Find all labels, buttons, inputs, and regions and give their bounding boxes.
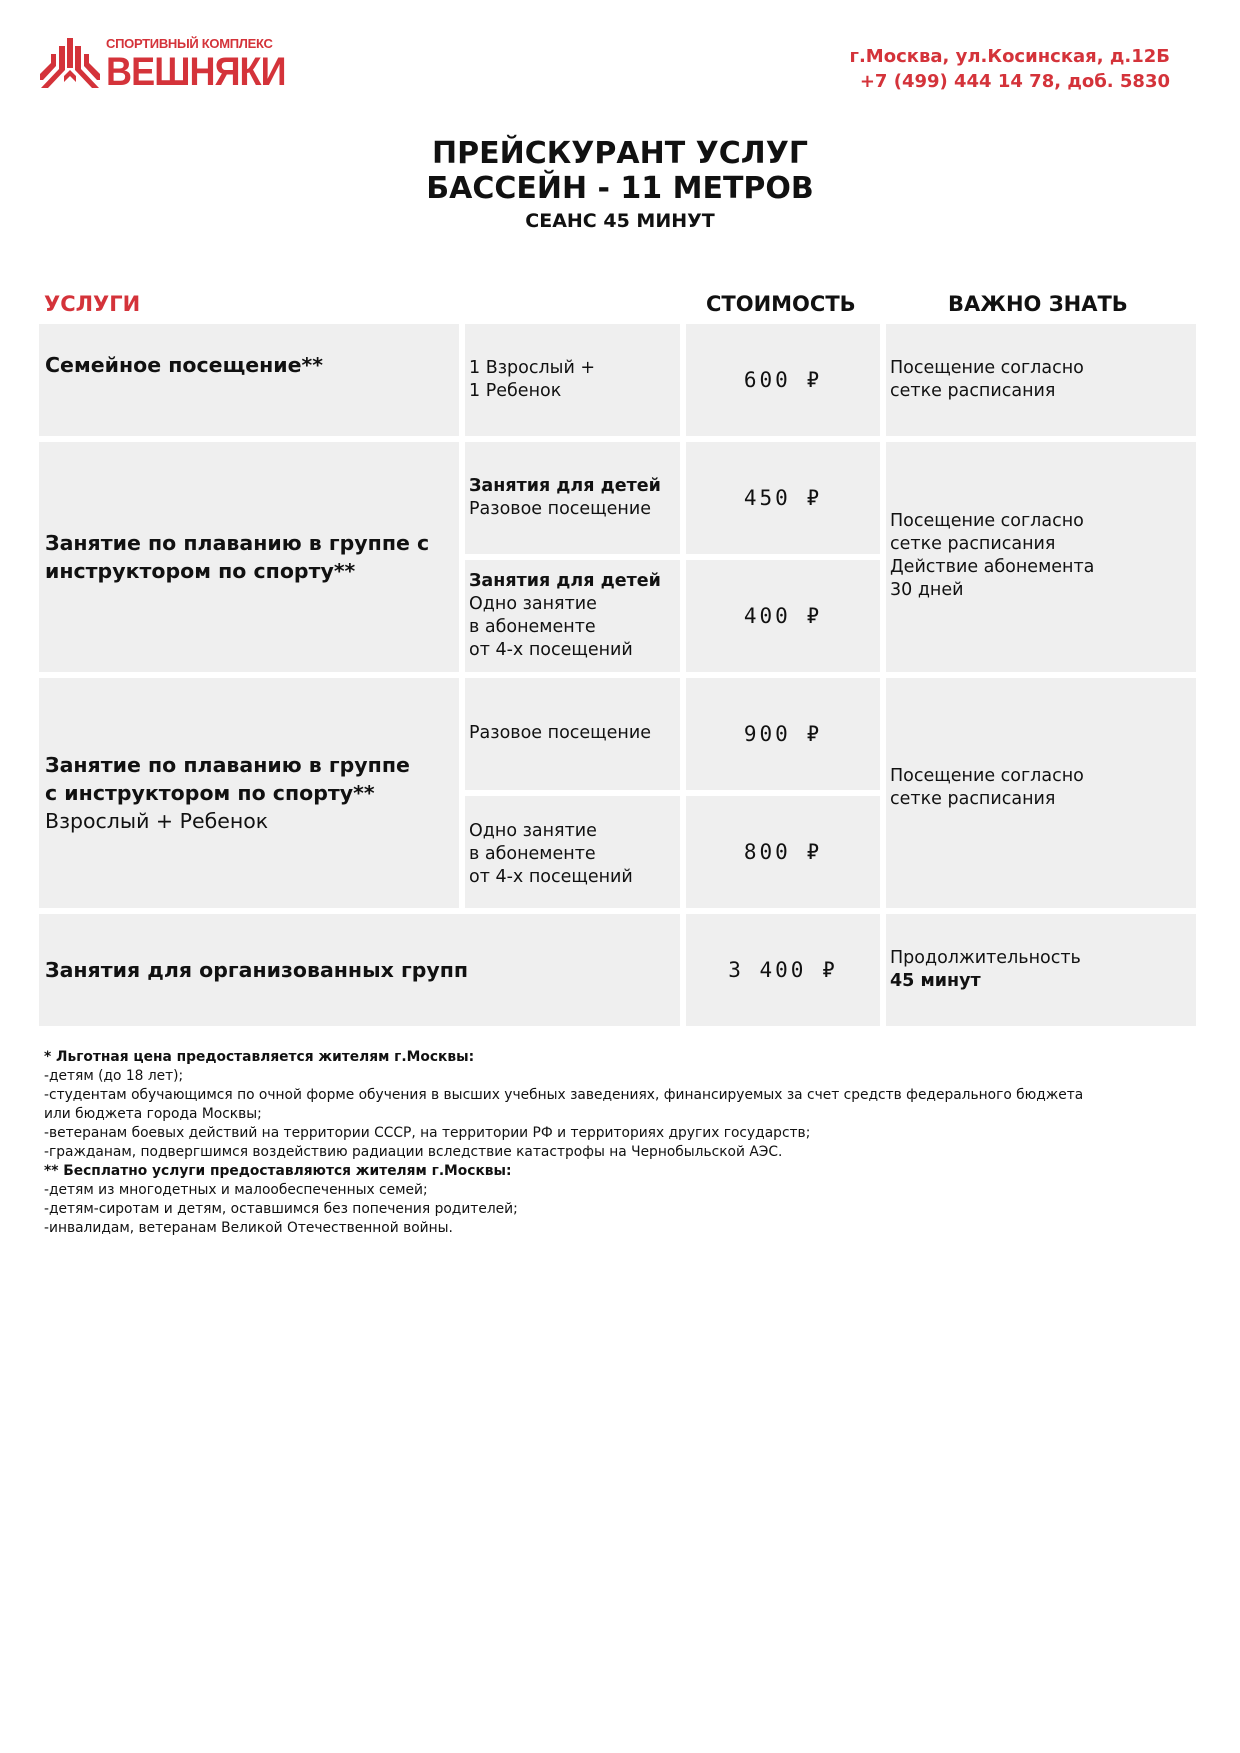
family-price: 600 ₽ — [743, 368, 823, 392]
adult-child-single-desc: Разовое посещение — [469, 723, 652, 743]
footnote-discount-item: или бюджета города Москвы; — [44, 1106, 262, 1122]
organized-title: Занятия для организованных групп — [45, 958, 469, 982]
adult-child-title-line3: Взрослый + Ребенок — [45, 809, 269, 833]
footnotes — [44, 1048, 1204, 1238]
brand-logo — [40, 36, 286, 96]
column-header-cost: СТОИМОСТЬ — [706, 292, 856, 316]
adult-child-sub-price: 800 ₽ — [743, 840, 823, 864]
footnote-free-item: -инвалидам, ветеранам Великой Отечественной войны. — [44, 1220, 453, 1236]
family-detail-line1: 1 Взрослый + — [469, 358, 596, 378]
page-subtitle: СЕАНС 45 МИНУТ — [525, 210, 715, 232]
kids-group-title-cell — [39, 442, 459, 672]
contact-address: г.Москва, ул.Косинская, д.12Б — [849, 46, 1170, 67]
footnote-free-item: -детям из многодетных и малообеспеченных семей; — [44, 1182, 428, 1198]
adult-child-sub-desc-line1: Одно занятие — [469, 821, 597, 841]
contact-phone: +7 (499) 444 14 78, доб. 5830 — [859, 71, 1170, 92]
organized-note-cell — [886, 914, 1196, 1026]
family-detail-line2: 1 Ребенок — [469, 381, 562, 401]
kids-group-title-line1: Занятие по плаванию в группе с — [45, 531, 430, 555]
family-title-cell — [39, 324, 459, 436]
adult-child-title-cell — [39, 678, 459, 908]
kids-sub-desc-line3: от 4-х посещений — [469, 640, 633, 660]
page-title-block — [0, 136, 1240, 234]
organized-note-line2: 45 минут — [890, 971, 981, 991]
brand-name: ВЕШНЯКИ — [106, 50, 286, 94]
kids-group-note-line2: сетке расписания — [890, 534, 1056, 554]
family-note-line1: Посещение согласно — [890, 358, 1084, 378]
adult-child-sub-detail-cell — [465, 796, 680, 908]
contact-block — [850, 44, 1170, 94]
family-price-cell — [686, 324, 880, 436]
kids-single-detail-cell — [465, 442, 680, 554]
organized-note-line1: Продолжительность — [890, 948, 1081, 968]
family-detail-cell — [465, 324, 680, 436]
footnote-discount-item: -ветеранам боевых действий на территории СССР, на территории РФ и территориях других государств; — [44, 1125, 811, 1141]
page-title: ПРЕЙСКУРАНТ УСЛУГ — [432, 136, 808, 171]
page-title-pool: БАССЕЙН - 11 МЕТРОВ — [426, 171, 814, 206]
adult-child-sub-desc-line3: от 4-х посещений — [469, 867, 633, 887]
kids-sub-desc-line2: в абонементе — [469, 617, 596, 637]
footnote-discount-item: -гражданам, подвергшимся воздействию радиации вследствие катастрофы на Чернобыльской АЭС. — [44, 1144, 783, 1160]
kids-single-desc: Разовое посещение — [469, 499, 652, 519]
kids-group-title-line2: инструктором по спорту** — [45, 559, 356, 583]
kids-group-note-cell — [886, 442, 1196, 672]
brand-subtitle: СПОРТИВНЫЙ КОМПЛЕКС — [106, 36, 273, 51]
footnote-free-head: ** Бесплатно услуги предоставляются жителям г.Москвы: — [44, 1163, 512, 1179]
kids-sub-desc-line1: Одно занятие — [469, 594, 597, 614]
brand-mark-icon — [40, 36, 100, 92]
adult-child-note-line2: сетке расписания — [890, 789, 1056, 809]
kids-group-note-line1: Посещение согласно — [890, 511, 1084, 531]
kids-group-note-line4: 30 дней — [890, 580, 964, 600]
kids-sub-label: Занятия для детей — [469, 571, 661, 591]
adult-child-note-cell — [886, 678, 1196, 908]
adult-child-title-line1: Занятие по плаванию в группе — [45, 753, 410, 777]
kids-sub-price: 400 ₽ — [743, 604, 823, 628]
adult-child-single-price: 900 ₽ — [743, 722, 823, 746]
adult-child-note-line1: Посещение согласно — [890, 766, 1084, 786]
adult-child-sub-desc-line2: в абонементе — [469, 844, 596, 864]
footnote-discount-item: -студентам обучающимся по очной форме обучения в высших учебных заведениях, финансируемых за счет средств федерального бюджета — [44, 1087, 1084, 1103]
kids-single-label: Занятия для детей — [469, 476, 661, 496]
footnote-discount-item: -детям (до 18 лет); — [44, 1068, 184, 1084]
kids-group-note-line3: Действие абонемента — [890, 557, 1095, 577]
organized-price-cell — [686, 914, 880, 1026]
family-note-cell — [886, 324, 1196, 436]
adult-child-sub-price-cell — [686, 796, 880, 908]
family-note-line2: сетке расписания — [890, 381, 1056, 401]
kids-single-price-cell — [686, 442, 880, 554]
organized-price: 3 400 ₽ — [728, 958, 838, 982]
kids-single-price: 450 ₽ — [743, 486, 823, 510]
footnote-discount-head: * Льготная цена предоставляется жителям г.Москвы: — [44, 1049, 475, 1065]
adult-child-title-line2: с инструктором по спорту** — [45, 781, 375, 805]
adult-child-single-price-cell — [686, 678, 880, 790]
kids-sub-price-cell — [686, 560, 880, 672]
footnote-free-item: -детям-сиротам и детям, оставшимся без попечения родителей; — [44, 1201, 518, 1217]
adult-child-single-detail-cell — [465, 678, 680, 790]
column-header-note: ВАЖНО ЗНАТЬ — [948, 292, 1128, 316]
column-header-services: УСЛУГИ — [44, 292, 141, 316]
kids-sub-detail-cell — [465, 560, 680, 672]
family-title: Семейное посещение** — [45, 353, 324, 377]
organized-title-cell — [39, 914, 680, 1026]
